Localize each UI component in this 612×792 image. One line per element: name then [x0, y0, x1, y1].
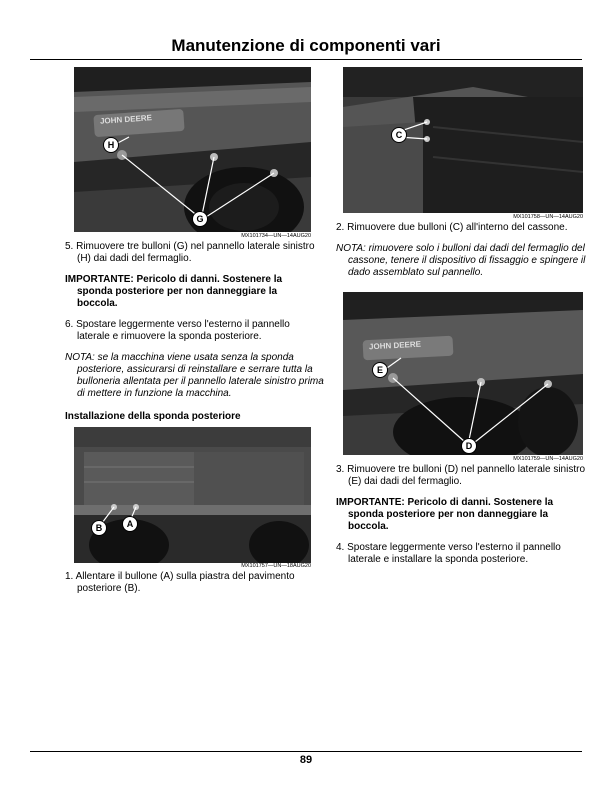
callout-g: G — [192, 211, 208, 227]
figure-tailgate-floor-plate — [74, 427, 311, 563]
step-3: 3. Rimuovere tre bulloni (D) nel pannello laterale sinistro (E) dai dadi del fermaglio. — [336, 464, 586, 487]
fig3-caption: MX101758—UN—14AUG20 — [513, 214, 583, 220]
callout-e: E — [372, 362, 388, 378]
fig4-decal-text: JOHN DEERE — [368, 339, 422, 352]
fig4-caption: MX101759—UN—14AUG20 — [513, 456, 583, 462]
callout-h: H — [103, 137, 119, 153]
important-2: IMPORTANTE: Pericolo di danni. Sostenere la sponda posteriore per non danneggiare la boccola. — [336, 497, 554, 532]
note-2: NOTA: rimuovere solo i bulloni dai dadi del fermaglio del cassone, tenere il dispositivo di fissaggio e spingere il dado assemblato sul pannello. — [336, 243, 586, 278]
footer-rule — [30, 751, 582, 752]
step-4: 4. Spostare leggermente verso l'esterno il pannello laterale e installare la sponda posteriore. — [336, 542, 561, 565]
page-number: 89 — [299, 754, 313, 766]
figure-cargo-box-bolts-c — [343, 67, 583, 213]
fig1-decal-text: JOHN DEERE — [99, 113, 153, 126]
callout-d: D — [461, 438, 477, 454]
figure-side-panel-bolts-g — [74, 67, 311, 232]
callout-a: A — [122, 516, 138, 532]
figure-side-panel-bolts-d — [343, 292, 583, 455]
step-6: 6. Spostare leggermente verso l'esterno il pannello laterale e rimuovere la sponda posteriore. — [65, 319, 290, 342]
important-1: IMPORTANTE: Pericolo di danni. Sostenere la sponda posteriore per non danneggiare la boccola. — [65, 274, 283, 309]
step-2: 2. Rimuovere due bulloni (C) all'interno del cassone. — [336, 222, 568, 233]
section-heading: Installazione della sponda posteriore — [65, 411, 241, 422]
page-title: Manutenzione di componenti vari — [171, 36, 441, 55]
fig1-caption: MX101734—UN—14AUG20 — [241, 233, 311, 239]
header-rule — [30, 59, 582, 60]
step-1: 1. Allentare il bullone (A) sulla piastra del pavimento posteriore (B). — [65, 571, 295, 594]
callout-c: C — [391, 127, 407, 143]
fig2-caption: MX101757—UN—18AUG20 — [241, 563, 311, 569]
step-5: 5. Rimuovere tre bulloni (G) nel pannello laterale sinistro (H) dai dadi del fermaglio. — [65, 241, 315, 264]
note-1: NOTA: se la macchina viene usata senza la sponda posteriore, assicurarsi di reinstallare e serrare tutta la bulloneria allentata per il pannello laterale sinistro prima di mettere in funzione la macchina. — [65, 352, 324, 399]
callout-b: B — [91, 520, 107, 536]
